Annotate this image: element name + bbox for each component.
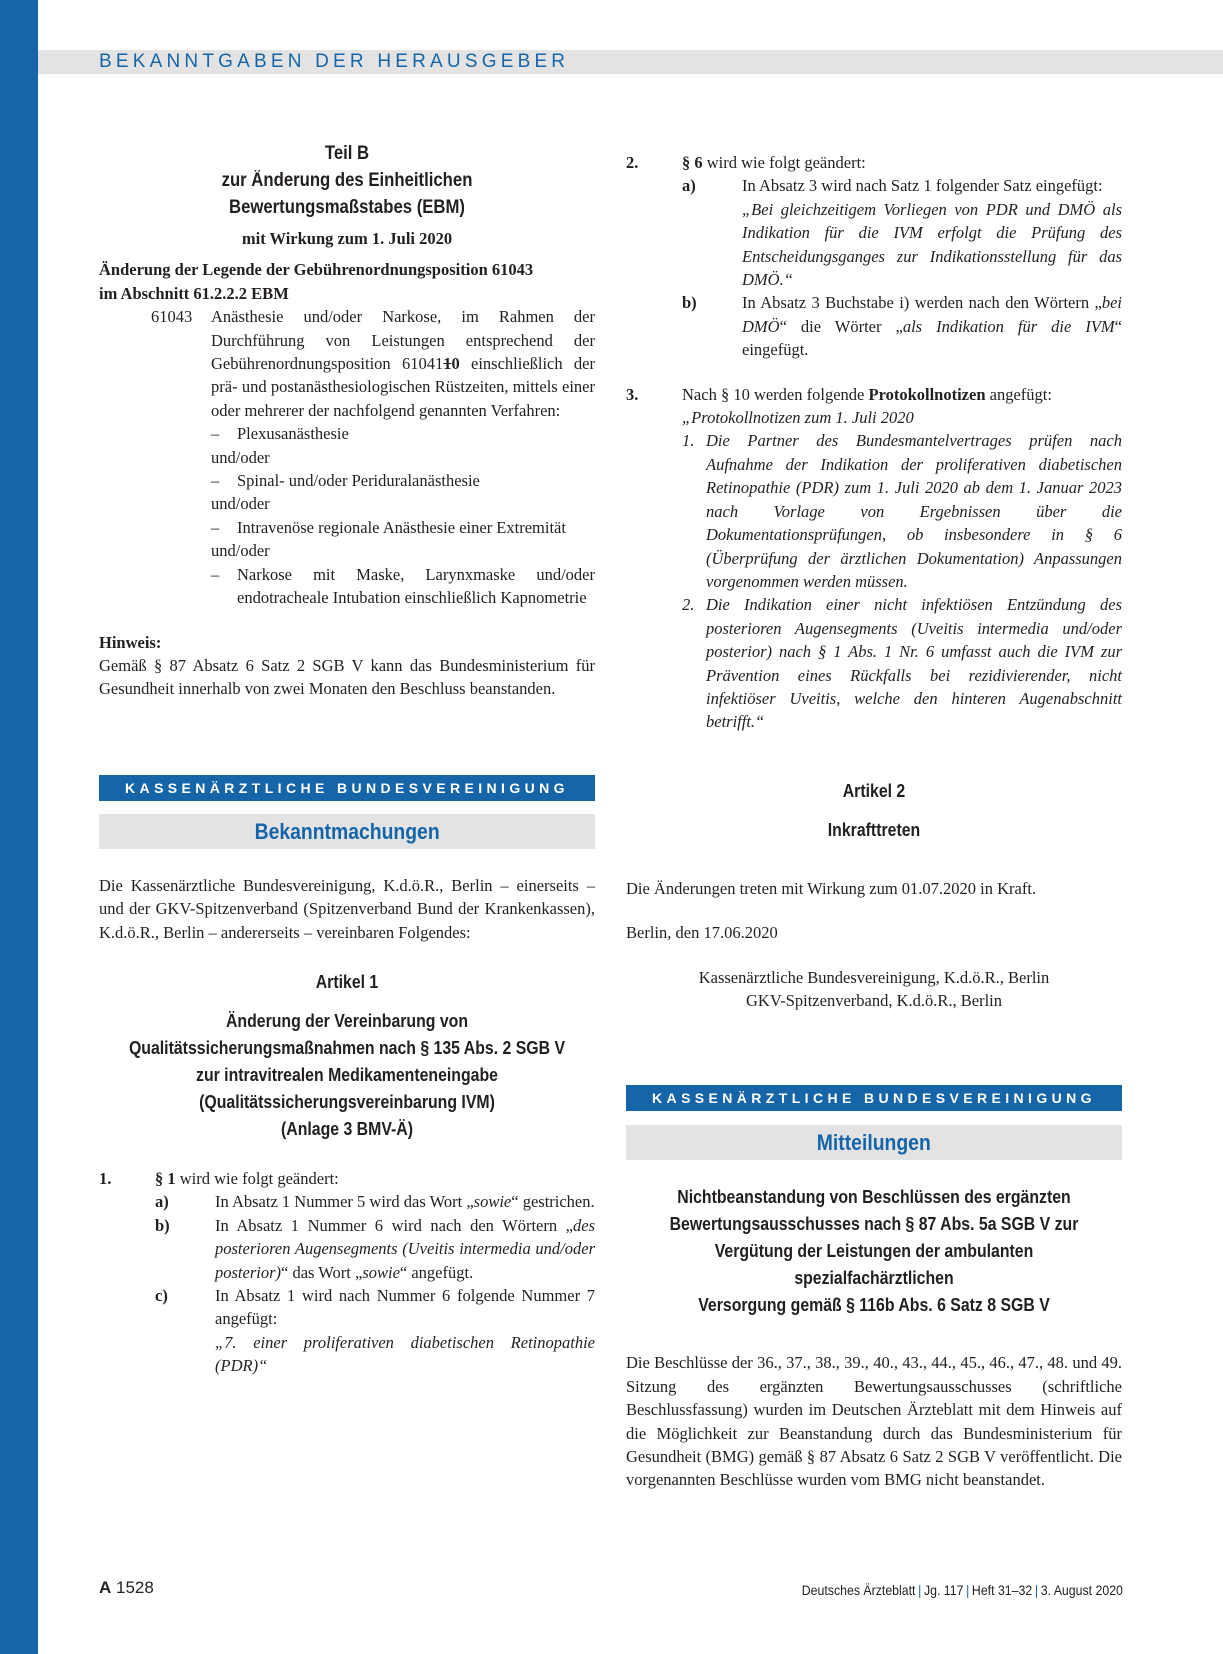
place-date: Berlin, den 17.06.2020	[626, 923, 778, 943]
item-body	[682, 151, 1122, 362]
item-number: 3.	[626, 384, 639, 404]
journal-footer: Deutsches Ärzteblatt | Jg. 117 | Heft 31–32 | 3. August 2020	[801, 1582, 1123, 1598]
agreement-intro: Die Kassenärztliche Bundesvereinigung, K.d.ö.R., Berlin – einerseits – und der GKV-Spitzenverband (Spitzenverband Bund der Krankenkassen), K.d.ö.R., Berlin – andererseits – vereinbaren Folgendes:	[99, 875, 595, 942]
procedure-text: Intravenöse regionale Anästhesie einer Extremität	[237, 517, 566, 537]
item-1	[99, 1167, 595, 1378]
kbv-bar-2: KASSENÄRZTLICHE BUNDESVEREINIGUNG	[626, 1085, 1122, 1111]
section-header-title: BEKANNTGABEN DER HERAUSGEBER	[99, 51, 570, 72]
andor-text: und/oder	[211, 447, 270, 467]
page-number: A 1528	[99, 1578, 154, 1597]
article2-title: Artikel 2	[842, 780, 906, 801]
article1-heading-line: Änderung der Vereinbarung von	[225, 1010, 469, 1031]
mitteilung-heading	[626, 1184, 1122, 1319]
article1-heading-line: (Anlage 3 BMV-Ä)	[280, 1118, 413, 1139]
signatory-2: GKV-Spitzenverband, K.d.ö.R., Berlin	[745, 990, 1003, 1010]
gop-text-struck: 1	[443, 354, 452, 374]
subitem-b: b) In Absatz 1 Nummer 6 wird nach den Wörtern „des posterioren Augensegments (Uveitis intermedia und/oder posterior)“ das Wort „sowie“ angefügt.	[155, 1215, 595, 1282]
subitem-b: b) In Absatz 3 Buchstabe i) werden nach den Wörtern „bei DMÖ“ die Wörter „als Indikation für die IVM“ eingefügt.	[682, 293, 1122, 360]
item-heading: § 6 wird wie folgt geändert:	[682, 153, 866, 172]
journal-volume: Jg. 117	[924, 1582, 964, 1598]
mitteilung-body: Die Beschlüsse der 36., 37., 38., 39., 40., 43., 44., 45., 46., 47., 48. und 49. Sitzung des ergänzten Bewertungsausschusses (schriftliche Beschlussfassung) wurden im Deutschen Ärzteblatt mit dem Hinweis auf die Möglichkeit zur Beanstandung durch das Bundesministerium für Gesundheit (BMG) gemäß § 87 Absatz 6 Satz 2 SGB V veröffentlicht. Die vorgenannten Beschlüsse wurden vom BMG nicht beanstandet.	[626, 1353, 1122, 1490]
procedure-item: – Narkose mit Maske, Larynxmaske und/oder endotracheale Intubation einschließlich Kapnometrie	[211, 563, 595, 610]
journal-date: 3. August 2020	[1040, 1582, 1123, 1598]
procedure-text: Narkose mit Maske, Larynxmaske und/oder endotracheale Intubation einschließlich Kapnometrie	[237, 564, 595, 608]
procedure-item: – Spinal- und/oder Periduralanästhesie	[211, 469, 595, 492]
protocol-note-2: 2. Die Indikation einer nicht infektiösen Entzündung des posterioren Augensegments (Uveitis intermedia und/oder posterior) nach § 1 Abs. 1 Nr. 6 umfasst auch die IVM zur Prävention eines Rückfalls bei rezidivierender, nicht infektiöser Uveitis, welche den hinteren Augenabschnitt betrifft.“	[682, 595, 1122, 732]
article1-title: Artikel 1	[315, 971, 379, 992]
gop-text-b: einschließlich der prä- und postanästhesiologischen Rüstzeiten, mittels einer oder mehrerer der nachfolgend genannten Verfahren:	[211, 354, 595, 420]
article1-heading	[99, 1008, 595, 1143]
journal-issue: Heft 31–32	[972, 1582, 1033, 1598]
effect-text: Die Änderungen treten mit Wirkung zum 01.07.2020 in Kraft.	[626, 878, 1037, 898]
article2-subtitle: Inkrafttreten	[827, 819, 921, 840]
right-column	[626, 151, 1122, 1492]
kbv-bar-1: KASSENÄRZTLICHE BUNDESVEREINIGUNG	[99, 775, 595, 801]
protocol-notes-title: „Protokollnotizen zum 1. Juli 2020	[682, 408, 914, 428]
article1-heading-line: Qualitätssicherungsmaßnahmen nach § 135 Abs. 2 SGB V	[128, 1037, 566, 1058]
subitem-c-quote: „7. einer proliferativen diabetischen Retinopathie (PDR)“	[215, 1332, 595, 1376]
andor-text: und/oder	[211, 541, 270, 561]
procedure-item: – Intravenöse regionale Anästhesie einer Extremität	[211, 516, 595, 539]
protocol-note-1: 1. Die Partner des Bundesmantelvertrages prüfen nach Aufnahme der Indikation der proliferativen diabetischen Retinopathie (PDR) zum 1. Juli 2020 ab dem 1. Januar 2023 nach Vorlage von Ergebnissen über die Dokumentationsprüfungen, ob insbesondere in § 6 (Überprüfung der ärztlichen Dokumentation) Anpassungen vorgenommen werden müssen.	[682, 431, 1122, 591]
andor-text: und/oder	[211, 494, 270, 514]
mitteilung-heading-line: Bewertungsausschusses nach § 87 Abs. 5a SGB V zur	[669, 1214, 1079, 1235]
procedure-item: – Plexusanästhesie	[211, 422, 595, 445]
article1-heading-line: (Qualitätssicherungsvereinbarung IVM)	[199, 1091, 495, 1112]
left-column	[99, 140, 595, 1378]
item-number: 1.	[99, 1168, 112, 1188]
blue-sidebar	[0, 0, 38, 1654]
mitteilung-heading-line: Vergütung der Leistungen der ambulanten spezialfachärztlichen	[714, 1241, 1034, 1289]
legend-heading-line2: im Abschnitt 61.2.2.2 EBM	[99, 283, 289, 303]
gop-description	[211, 305, 595, 609]
item-2	[626, 151, 1122, 362]
mitteilung-heading-line: Versorgung gemäß § 116b Abs. 6 Satz 8 SGB V	[698, 1295, 1050, 1316]
section-label-mitteilungen: Mitteilungen	[626, 1125, 1122, 1160]
article1-heading-line: zur intravitrealen Medikamenteneingabe	[196, 1064, 498, 1085]
item-heading: Nach § 10 werden folgende Protokollnotizen angefügt:	[682, 384, 1052, 404]
hint-text: Gemäß § 87 Absatz 6 Satz 2 SGB V kann das Bundesministerium für Gesundheit innerhalb von zwei Monaten den Beschluss beanstanden.	[99, 655, 595, 699]
item-number: 2.	[626, 153, 639, 172]
gop-entry	[99, 305, 595, 609]
legend-heading-line1: Änderung der Legende der Gebührenordnungsposition 61043	[99, 260, 534, 280]
item-heading: § 1 wird wie folgt geändert:	[155, 1168, 339, 1188]
procedure-text: Plexusanästhesie	[237, 424, 349, 444]
procedure-text: Spinal- und/oder Periduralanästhesie	[237, 471, 480, 491]
mitteilung-heading-line: Nichtbeanstandung von Beschlüssen des ergänzten	[677, 1187, 1071, 1208]
teil-b-effective: mit Wirkung zum 1. Juli 2020	[241, 229, 453, 248]
subitem-c: c) In Absatz 1 wird nach Nummer 6 folgende Nummer 7 angefügt: „7. einer proliferativen diabetischen Retinopathie (PDR)“	[155, 1284, 595, 1378]
teil-b-title: Teil B	[324, 143, 370, 164]
teil-b-subtitle: zur Änderung des Einheitlichen Bewertungsmaßstabes (EBM)	[221, 170, 473, 218]
item-body	[155, 1167, 595, 1378]
item-body	[682, 383, 1122, 734]
signatory-1: Kassenärztliche Bundesvereinigung, K.d.ö.R., Berlin	[698, 967, 1050, 987]
section-label-bekanntmachungen: Bekanntmachungen	[99, 814, 595, 849]
subitem-a: a) In Absatz 3 wird nach Satz 1 folgender Satz eingefügt: „Bei gleichzeitigem Vorliegen von PDR und DMÖ als Indikation für die IVM erfolgt die Prüfung des Entscheidungsganges zur Indikationsstellung für das DMÖ.“	[682, 174, 1122, 291]
subitem-a: a) In Absatz 1 Nummer 5 wird das Wort „sowie“ gestrichen.	[155, 1192, 595, 1212]
item-3	[626, 383, 1122, 734]
subitem-a-quote: „Bei gleichzeitigem Vorliegen von PDR und DMÖ als Indikation für die IVM erfolgt die Prüfung des Entscheidungsganges zur Indikationsstellung für das DMÖ.“	[742, 199, 1122, 290]
gop-number: 61043	[151, 307, 193, 327]
hint-label: Hinweis:	[99, 632, 162, 652]
journal-name: Deutsches Ärzteblatt	[801, 1582, 916, 1598]
gop-text-added: 0	[451, 354, 460, 374]
gop-text-a: Anästhesie und/oder Narkose, im Rahmen der Durchführung von Leistungen entsprechend der Gebührenordnungsposition 61041	[211, 307, 595, 374]
